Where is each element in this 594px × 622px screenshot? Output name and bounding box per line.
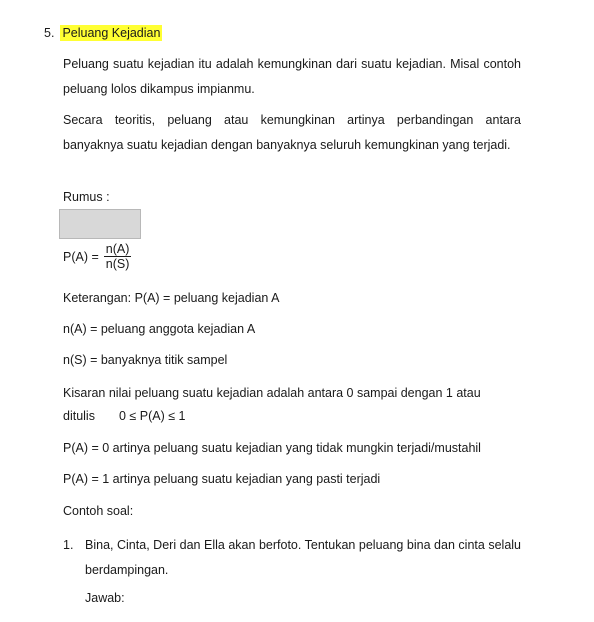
formula-image-placeholder xyxy=(59,209,141,239)
keterangan-line-2: n(A) = peluang anggota kejadian A xyxy=(63,322,256,336)
range-expression: 0 ≤ P(A) ≤ 1 xyxy=(118,409,186,423)
jawab-label: Jawab: xyxy=(85,591,125,605)
formula-lhs: P(A) = xyxy=(63,249,99,264)
contoh-label: Contoh soal: xyxy=(63,504,134,518)
section-heading xyxy=(44,25,162,41)
keterangan-line-1: Keterangan: P(A) = peluang kejadian A xyxy=(63,291,280,305)
ditulis-label: ditulis xyxy=(63,409,95,423)
kisaran-text: Kisaran nilai peluang suatu kejadian adalah antara 0 sampai dengan 1 atau xyxy=(63,386,481,400)
formula-fraction xyxy=(104,242,132,271)
case-zero: P(A) = 0 artinya peluang suatu kejadian yang tidak mungkin terjadi/mustahil xyxy=(63,441,481,455)
list-item-text: Bina, Cinta, Deri dan Ella akan berfoto. Tentukan peluang bina dan cinta selalu berdampingan. xyxy=(85,538,521,577)
section-number: 5. xyxy=(44,26,55,40)
formula-numerator: n(A) xyxy=(105,242,130,256)
paragraph-theory: Secara teoritis, peluang atau kemungkinan artinya perbandingan antara banyaknya suatu kejadian dengan banyaknya seluruh kemungkinan yang terjadi. xyxy=(63,113,521,152)
probability-formula xyxy=(63,242,131,271)
section-title: Peluang Kejadian xyxy=(62,26,161,40)
list-marker: 1. xyxy=(63,538,74,552)
keterangan-line-3: n(S) = banyaknya titik sampel xyxy=(63,353,228,367)
example-list-item xyxy=(63,533,521,583)
paragraph-definition: Peluang suatu kejadian itu adalah kemungkinan dari suatu kejadian. Misal contoh peluang lolos dikampus impianmu. xyxy=(63,57,521,96)
formula-denominator: n(S) xyxy=(105,257,130,271)
kisaran-ditulis-row xyxy=(63,404,186,429)
case-one: P(A) = 1 artinya peluang suatu kejadian yang pasti terjadi xyxy=(63,472,381,486)
rumus-label: Rumus : xyxy=(63,190,110,204)
